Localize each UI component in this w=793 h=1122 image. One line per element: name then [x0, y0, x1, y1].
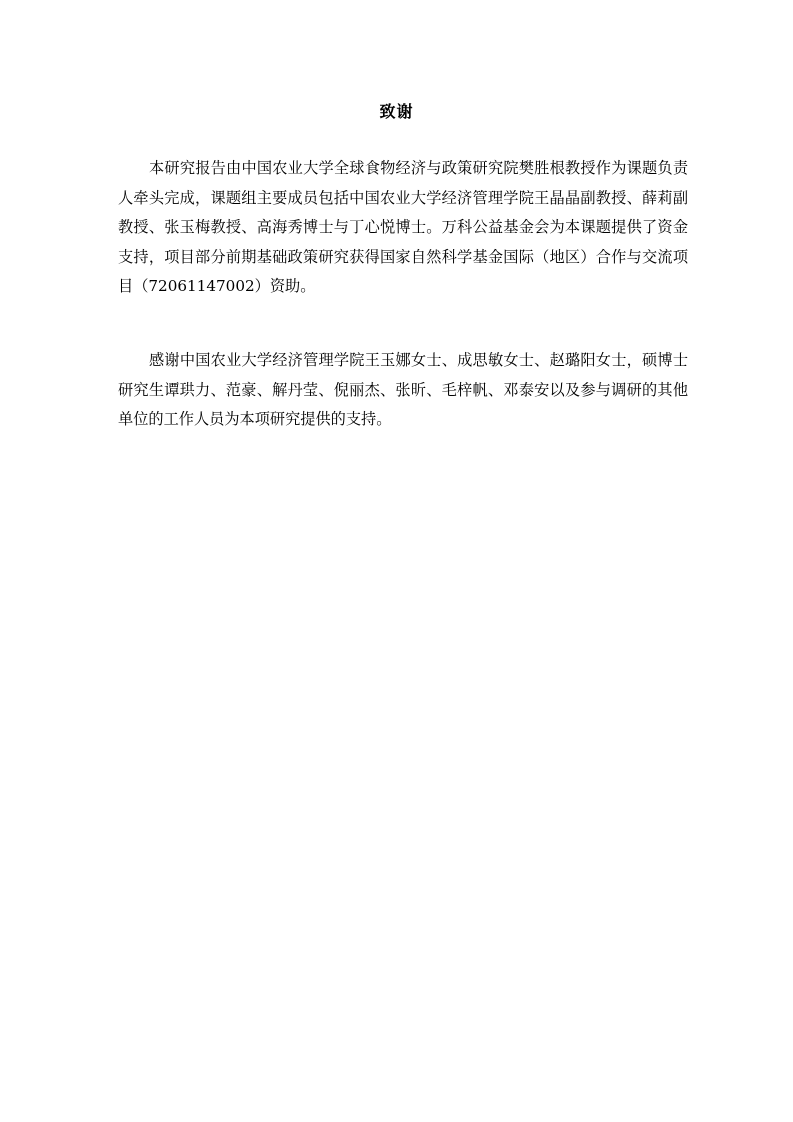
acknowledgement-paragraph-1: 本研究报告由中国农业大学全球食物经济与政策研究院樊胜根教授作为课题负责人牵头完成，课题组主要成员包括中国农业大学经济管理学院王晶晶副教授、薛莉副教授、张玉梅教授、高海秀博士与丁心悦博士。万科公益基金会为本课题提供了资金支持，项目部分前期基础政策研究获得国家自然科学基金国际（地区）合作与交流项目（72061147002）资助。 [118, 159, 688, 295]
acknowledgement-paragraph-2: 感谢中国农业大学经济管理学院王玉娜女士、成思敏女士、赵璐阳女士，硕博士研究生谭珙力、范豪、解丹莹、倪丽杰、张昕、毛梓帆、邓泰安以及参与调研的其他单位的工作人员为本项研究提供的支持。 [118, 351, 688, 428]
page-title: 致谢 [379, 102, 414, 121]
